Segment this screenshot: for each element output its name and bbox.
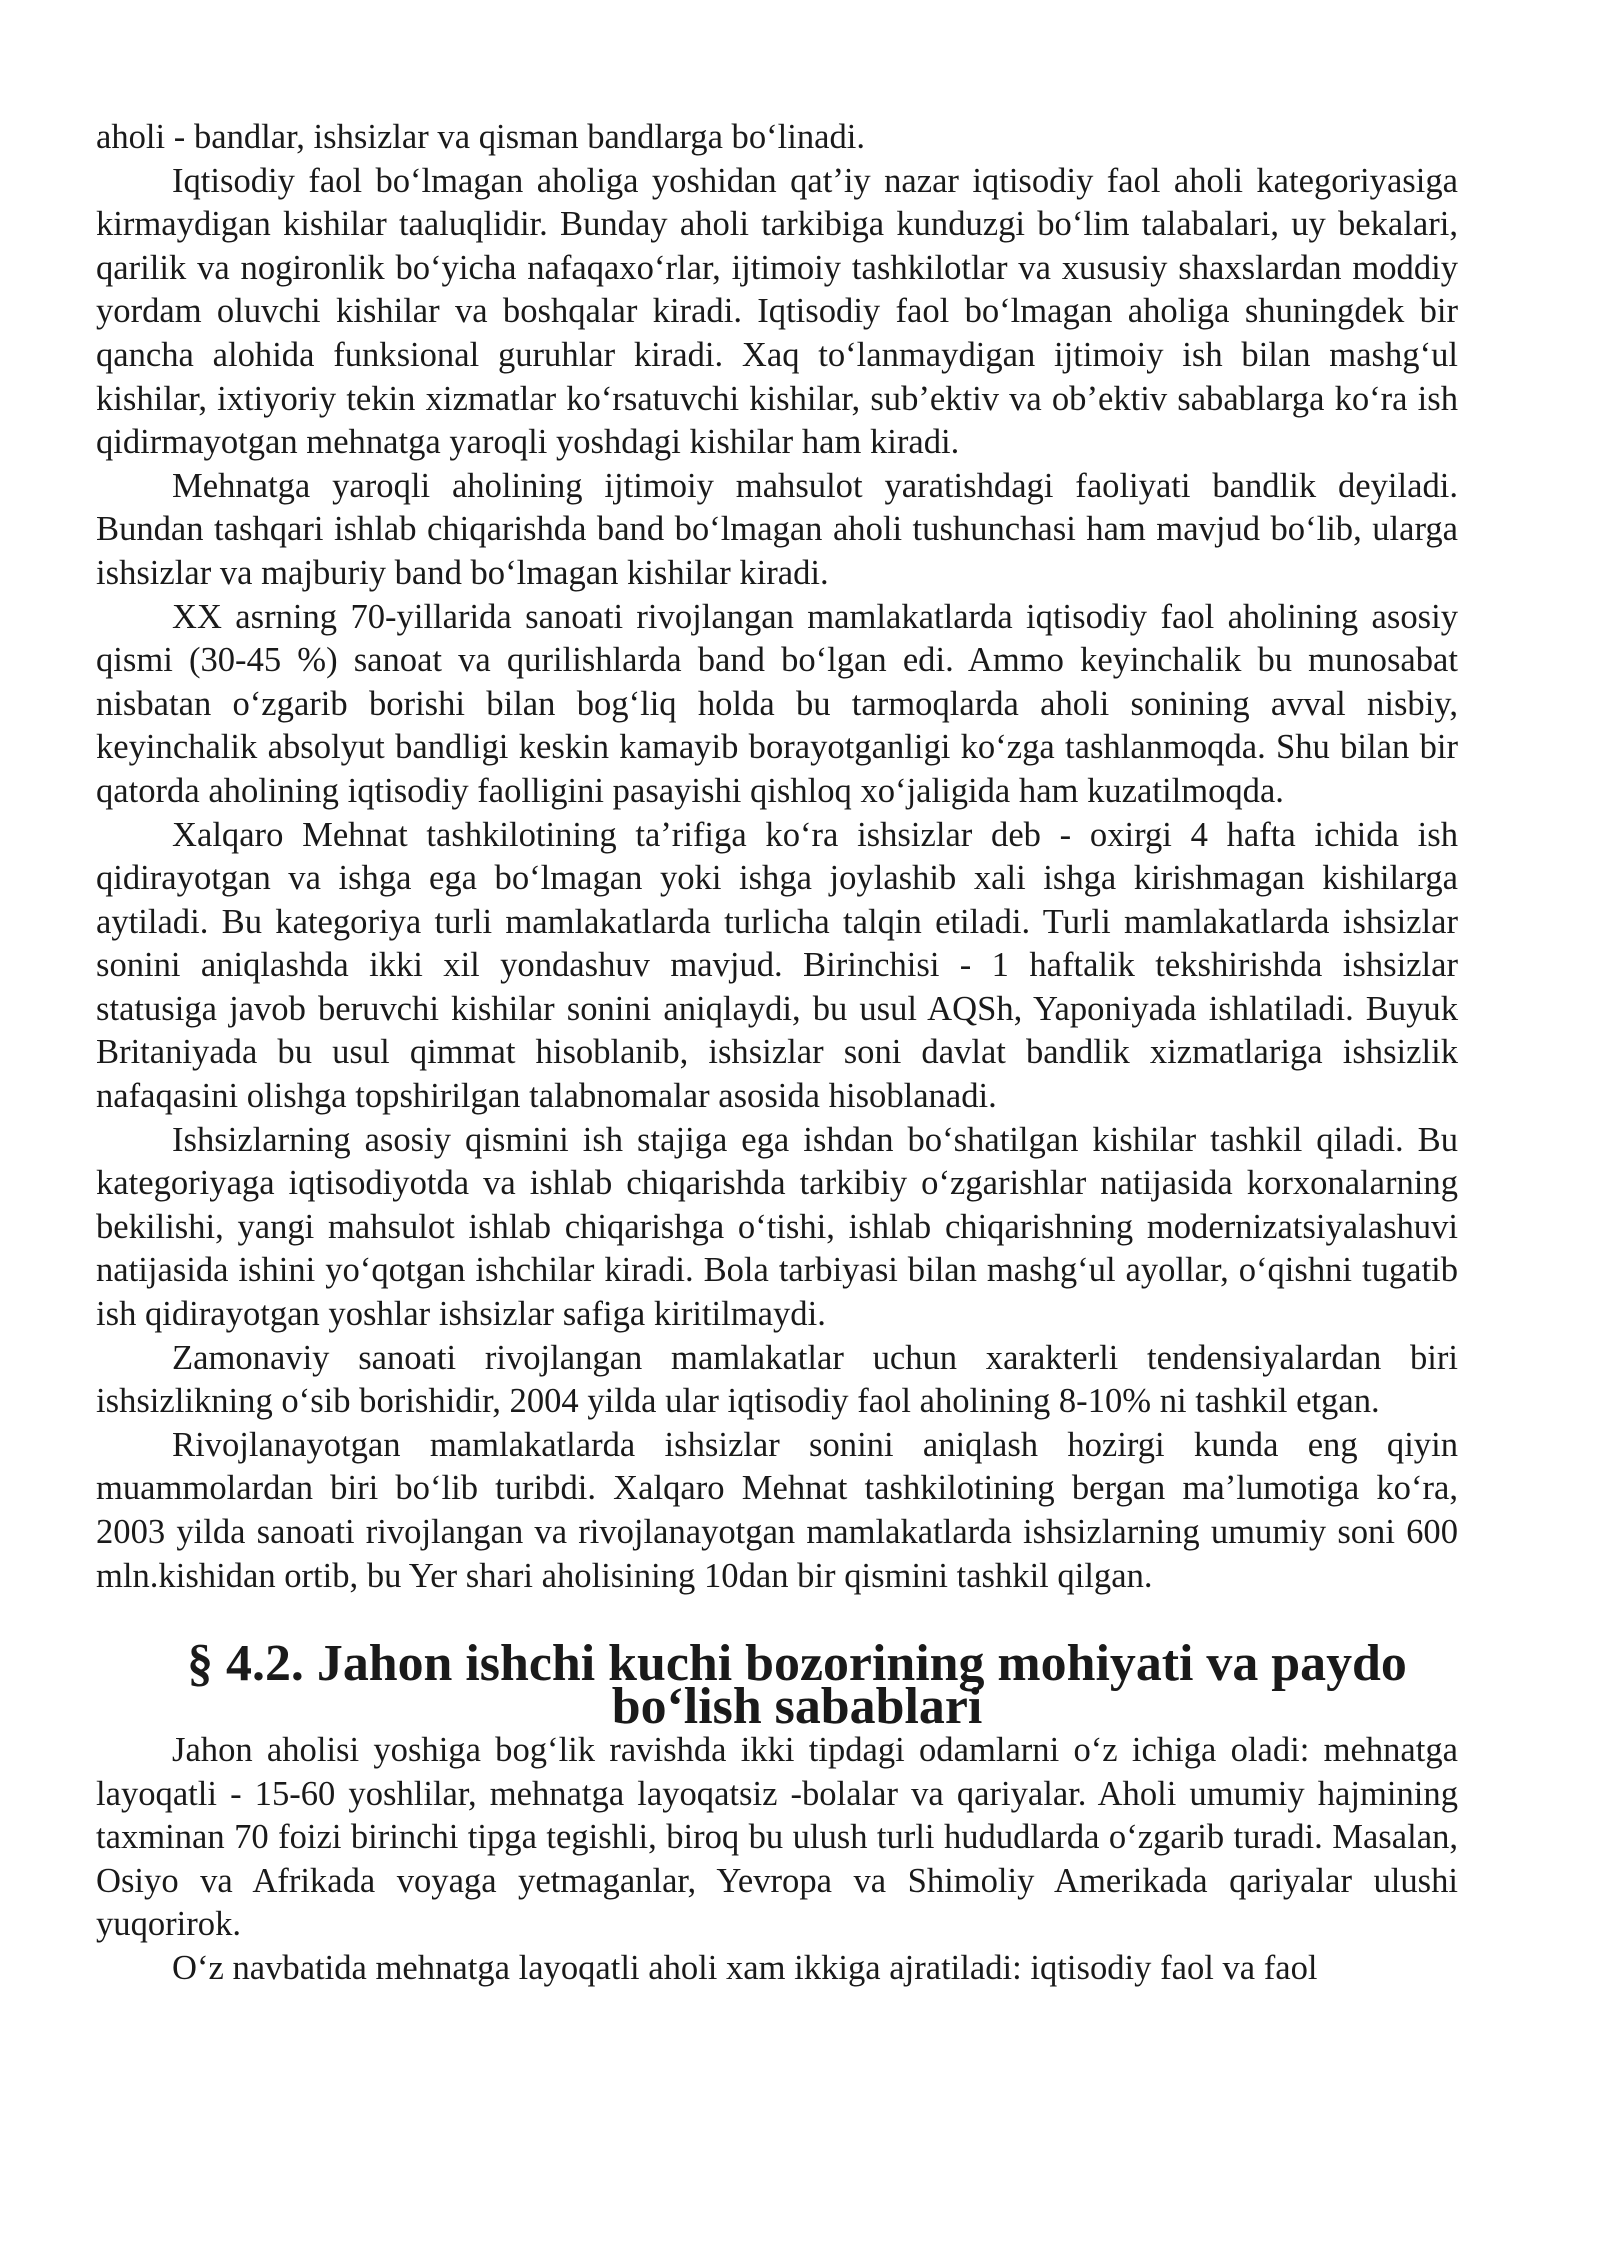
paragraph: Iqtisodiy faol boʻlmagan aholiga yoshidan qatʼiy nazar iqtisodiy faol aholi kategoriyasiga kirmaydigan kishilar taaluqlidir. Bunday aholi tarkibiga kunduzgi boʻlim talabalari, uy bekalari, qarilik va nogironlik boʻyicha nafaqaxoʻrlar, ijtimoiy tashkilotlar va xususiy shaxslardan moddiy yordam oluvchi kishilar va boshqalar kiradi. Iqtisodiy faol boʻlmagan aholiga shuningdek bir qancha alohida funksional guruhlar kiradi. Xaq toʻlanmaydigan ijtimoiy ish bilan mashgʻul kishilar, ixtiyoriy tekin xizmatlar koʻrsatuvchi kishilar, subʼektiv va obʼektiv sabablarga koʻra ish qidirmayotgan mehnatga yaroqli yoshdagi kishilar ham kiradi. xyxy=(96,161,1458,462)
paragraph: Zamonaviy sanoati rivojlangan mamlakatlar uchun xarakterli tendensiyalardan biri ishsizlikning oʻsib borishidir, 2004 yilda ular iqtisodiy faol aholining 8-10% ni tashkil etgan. xyxy=(96,1338,1458,1421)
paragraph: Jahon aholisi yoshiga bogʻlik ravishda ikki tipdagi odamlarni oʻz ichiga oladi: mehnatga layoqatli - 15-60 yoshlilar, mehnatga layoqatsiz -bolalar va qariyalar. Aholi umumiy hajmining taxminan 70 foizi birinchi tipga tegishli, biroq bu ulush turli hududlarda oʻzgarib turadi. Masalan, Osiyo va Afrikada voyaga yetmaganlar, Yevropa va Shimoliy Amerikada qariyalar ulushi yuqorirok. xyxy=(96,1730,1458,1944)
document-page xyxy=(96,116,1458,1991)
paragraph: Mehnatga yaroqli aholining ijtimoiy mahsulot yaratishdagi faoliyati bandlik deyiladi. Bundan tashqari ishlab chiqarishda band boʻlmagan aholi tushunchasi ham mavjud boʻlib, ularga ishsizlar va majburiy band boʻlmagan kishilar kiradi. xyxy=(96,466,1458,592)
paragraph: Xalqaro Mehnat tashkilotining taʼrifiga koʻra ishsizlar deb - oxirgi 4 hafta ichida ish qidirayotgan va ishga ega boʻlmagan yoki ishga joylashib xali ishga kirishmagan kishilarga aytiladi. Bu kategoriya turli mamlakatlarda turlicha talqin etiladi. Turli mamlakatlarda ishsizlar sonini aniqlashda ikki xil yondashuv mavjud. Birinchisi - 1 haftalik tekshirishda ishsizlar statusiga javob beruvchi kishilar sonini aniqlaydi, bu usul AQSh, Yaponiyada ishlatiladi. Buyuk Britaniyada bu usul qimmat hisoblanib, ishsizlar soni davlat bandlik xizmatlariga ishsizlik nafaqasini olishga topshirilgan talabnomalar asosida hisoblanadi. xyxy=(96,815,1458,1116)
paragraph: aholi - bandlar, ishsizlar va qisman bandlarga boʻlinadi. xyxy=(96,118,866,156)
paragraph: Oʻz navbatida mehnatga layoqatli aholi xam ikkiga ajratiladi: iqtisodiy faol va faol xyxy=(172,1948,1318,1987)
section-heading: § 4.2. Jahon ishchi kuchi bozorining mohiyati va paydo boʻlish sabablari xyxy=(187,1634,1407,1736)
paragraph: Rivojlanayotgan mamlakatlarda ishsizlar sonini aniqlash hozirgi kunda eng qiyin muammolardan biri boʻlib turibdi. Xalqaro Mehnat tashkilotining bergan maʼlumotiga koʻra, 2003 yilda sanoati rivojlangan va rivojlanayotgan mamlakatlarda ishsizlarning umumiy soni 600 mln.kishidan ortib, bu Yer shari aholisining 10dan bir qismini tashkil qilgan. xyxy=(96,1425,1458,1595)
paragraph: XX asrning 70-yillarida sanoati rivojlangan mamlakatlarda iqtisodiy faol aholining asosiy qismi (30-45 %) sanoat va qurilishlarda band boʻlgan edi. Ammo keyinchalik bu munosabat nisbatan oʻzgarib borishi bilan bogʻliq holda bu tarmoqlarda aholi sonining avval nisbiy, keyinchalik absolyut bandligi keskin kamayib borayotganligi koʻzga tashlanmoqda. Shu bilan bir qatorda aholining iqtisodiy faolligini pasayishi qishloq xoʻjaligida ham kuzatilmoqda. xyxy=(96,597,1458,810)
paragraph: Ishsizlarning asosiy qismini ish stajiga ega ishdan boʻshatilgan kishilar tashkil qiladi. Bu kategoriyaga iqtisodiyotda va ishlab chiqarishda tarkibiy oʻzgarishlar natijasida korxonalarning bekilishi, yangi mahsulot ishlab chiqarishga oʻtishi, ishlab chiqarishning modernizatsiyalashuvi natijasida ishini yoʻqotgan ishchilar kiradi. Bola tarbiyasi bilan mashgʻul ayollar, oʻqishni tugatib ish qidirayotgan yoshlar ishsizlar safiga kiritilmaydi. xyxy=(96,1120,1458,1334)
